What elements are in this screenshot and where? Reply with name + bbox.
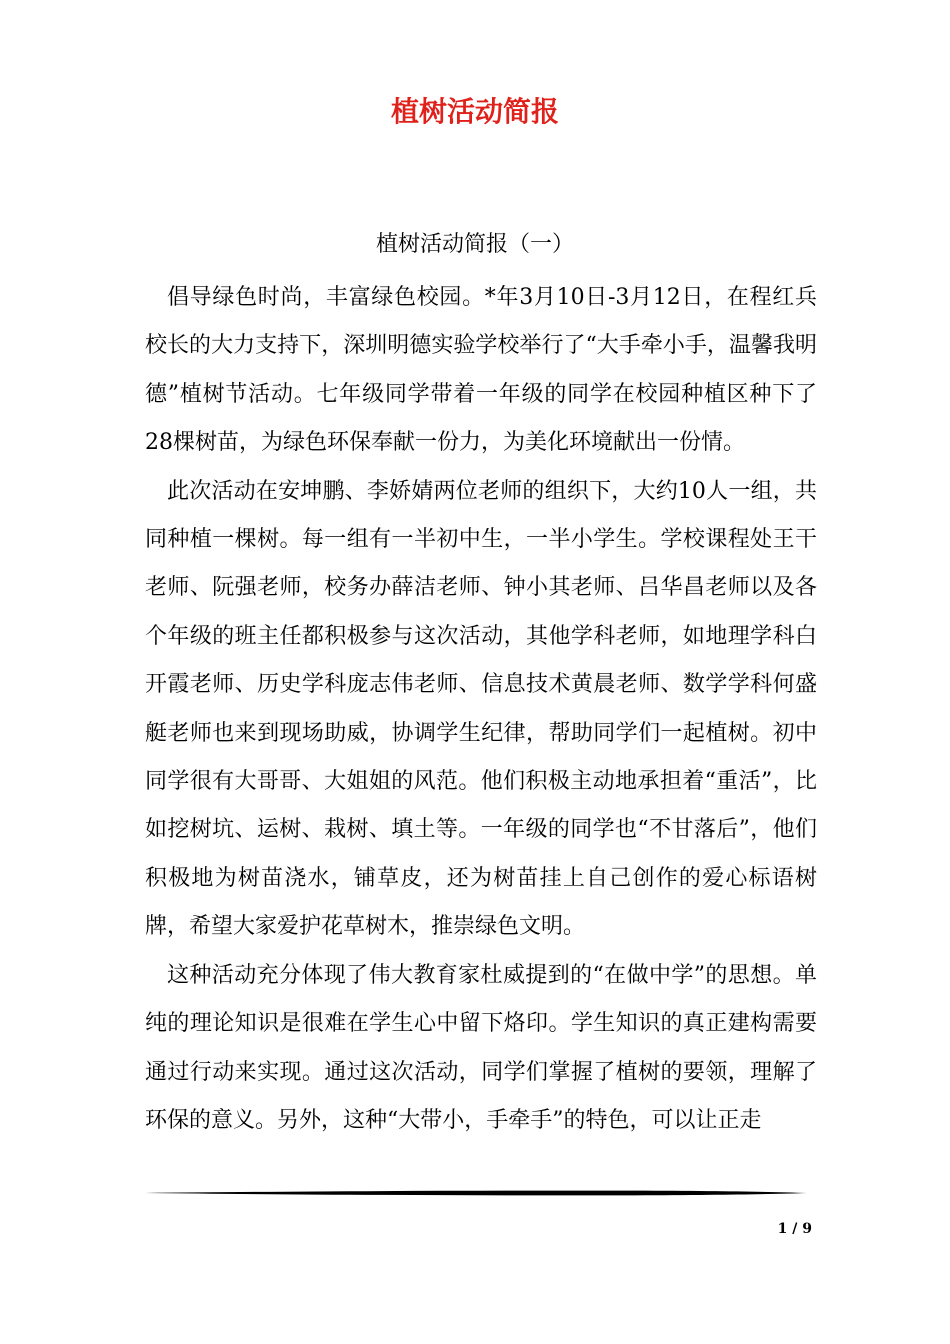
paragraph-3: 这种活动充分体现了伟大教育家杜威提到的“在做中学”的思想。单纯的理论知识是很难在学生心中留下烙印。学生知识的真正建构需要通过行动来实现。通过这次活动，同学们掌握了植树的要领，理解了环保的意义。另外，这种“大带小，手牵手”的特色，可以让正走 — [145, 962, 817, 1133]
paragraph-1: 倡导绿色时尚，丰富绿色校园。*年3月10日-3月12日，在程红兵校长的大力支持下，深圳明德实验学校举行了“大手牵小手，温馨我明德”植树节活动。七年级同学带着一年级的同学在校园种植区种下了28棵树苗，为绿色环保奉献一份力，为美化环境献出一份情。 — [145, 285, 817, 456]
document-title: 植树活动简报 — [390, 95, 559, 128]
section-heading: 植树活动简报（一） — [375, 232, 574, 257]
footer-divider — [145, 1190, 807, 1196]
article-body — [145, 274, 817, 1145]
paragraph-2: 此次活动在安坤鹏、李娇婧两位老师的组织下，大约10人一组，共同种植一棵树。每一组有一半初中生，一半小学生。学校课程处王干老师、阮强老师，校务办薛洁老师、钟小其老师、吕华昌老师以及各个年级的班主任都积极参与这次活动，其他学科老师，如地理学科白开霞老师、历史学科庞志伟老师、信息技术黄晨老师、数学学科何盛艇老师也来到现场助威，协调学生纪律，帮助同学们一起植树。初中同学很有大哥哥、大姐姐的风范。他们积极主动地承担着“重活”，比如挖树坑、运树、栽树、填土等。一年级的同学也“不甘落后”，他们积极地为树苗浇水，铺草皮，还为树苗挂上自己创作的爱心标语树牌，希望大家爱护花草树木，推崇绿色文明。 — [145, 478, 817, 940]
page-number: 1 / 9 — [777, 1221, 812, 1237]
